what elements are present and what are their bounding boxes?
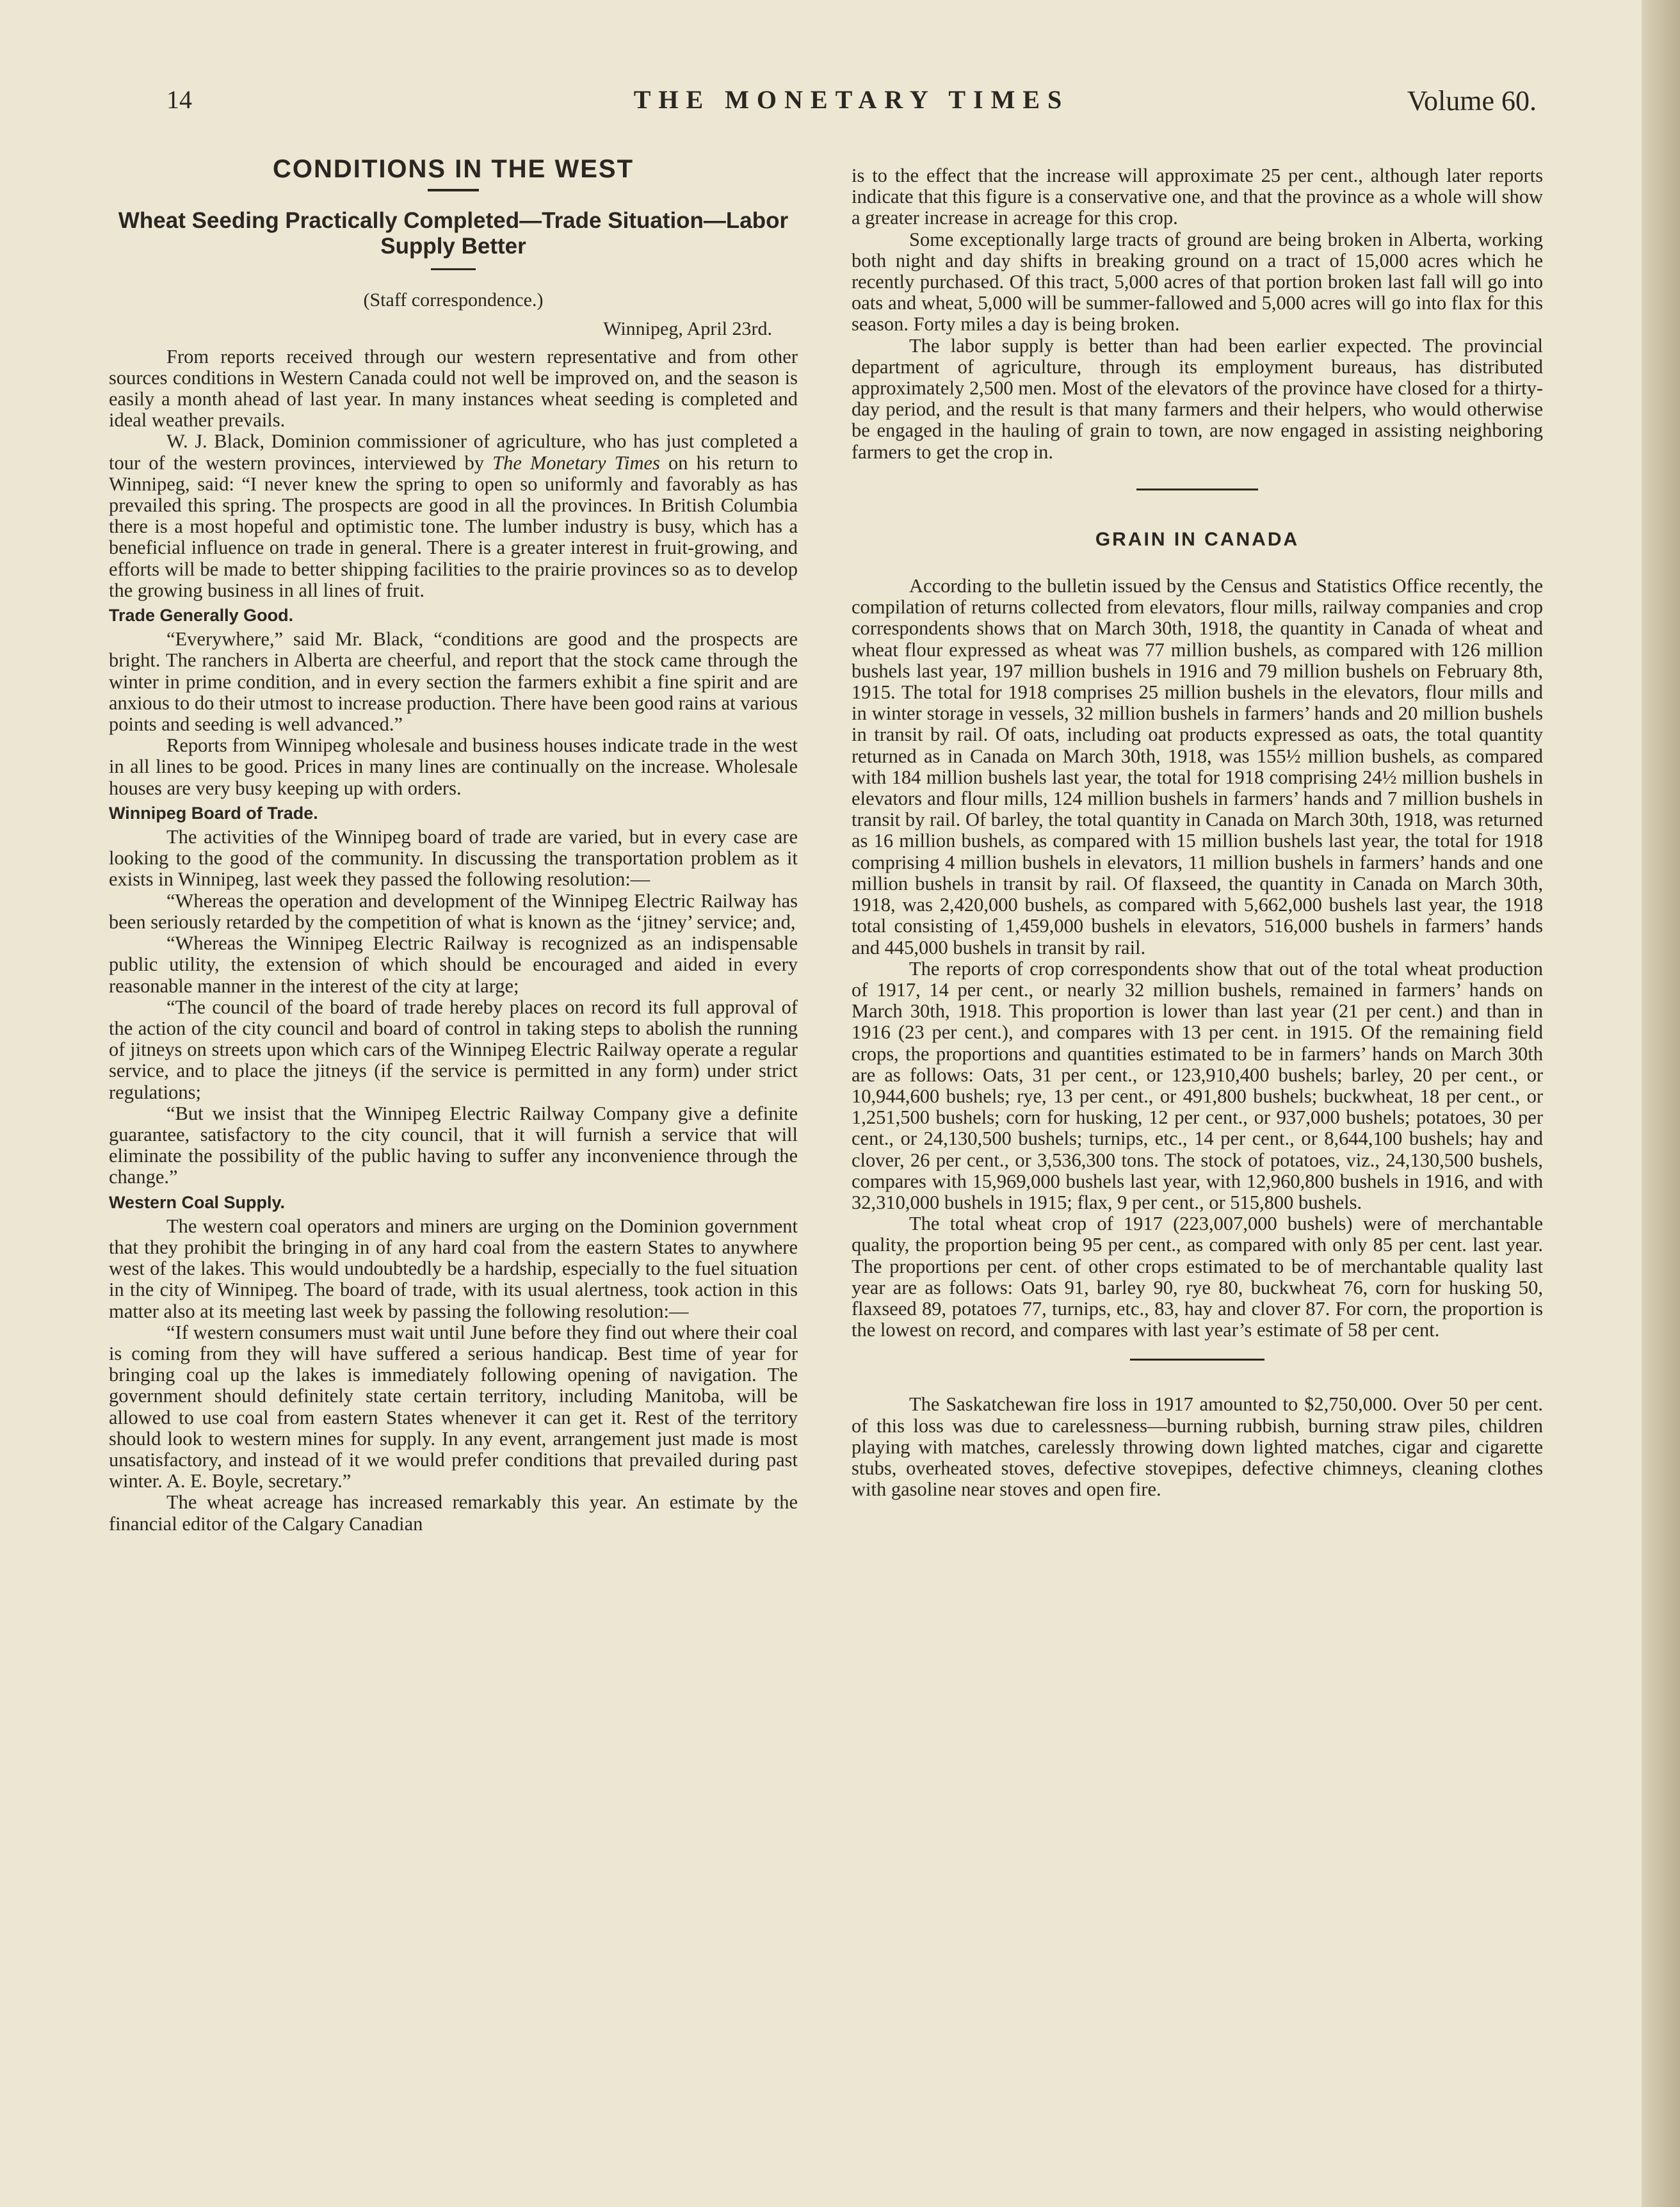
paragraph: “Everywhere,” said Mr. Black, “conditions are good and the prospects are bright. The ranchers in Alberta are cheerful, and report that the stock came through the winter in prime condition, and in every section the farmers exhibit a fine spirit and are anxious to do their utmost to increase production. There have been good rains at various points and seeding is well advanced.” [109,628,798,736]
paragraph: The reports of crop correspondents show that out of the total wheat production of 1917, 14 per cent., or nearly 32 million bushels, remained in farmers’ hands on March 30th, 1918. This proportion is lower than last year (21 per cent.) and than in 1916 (23 per cent.), and compares with 13 per cent. in 1915. Of the remaining field crops, the proportions and quantities estimated to be in farmers’ hands on March 30th are as follows: Oats, 31 per cent., or 123,910,400 bushels; barley, 20 per cent., or 10,944,600 bushels; rye, 13 per cent., or 491,800 bushels; buckwheat, 18 per cent., or 1,251,500 bushels; corn for husking, 12 per cent., or 937,000 bushels; potatoes, 30 per cent., or 24,130,500 bushels; turnips, etc., 14 per cent., or 8,644,100 bushels; hay and clover, 26 per cent., or 3,536,300 tons. The stock of potatoes, viz., 24,130,500 bushels, compares with 15,969,000 bushels last year, with 12,960,800 bushels in 1916, and with 32,310,000 bushels in 1915; flax, 9 per cent., or 515,800 bushels. [852,957,1543,1213]
resolution-clause: “But we insist that the Winnipeg Electric Railway Company give a definite guarantee, satisfactory to the city council, that it will furnish a service that will eliminate the possibility of the public having to suffer any inconvenience through the change.” [109,1102,798,1188]
paragraph: The total wheat crop of 1917 (223,007,000 bushels) were of merchantable quality, the proportion being 95 per cent., as compared with only 85 per cent. last year. The proportions per cent. of other crops estimated to be of merchantable quality last year are as follows: Oats 91, barley 90, rye 80, buckwheat 76, corn for husking 50, flaxseed 89, potatoes 77, turnips, etc., 83, hay and clover 87. For corn, the proportion is the lowest on record, and compares with last year’s estimate of 58 per cent. [852,1213,1543,1341]
subtitle-rule [431,268,476,270]
continued-paragraph: is to the effect that the increase will approximate 25 per cent., although later reports indicate that this figure is a conservative one, and that the province as a whole will show a greater increase in acreage for this crop. [852,165,1543,229]
dateline: Winnipeg, April 23rd. [603,318,772,340]
resolution-clause: “The council of the board of trade hereby places on record its full approval of the action of the city council and board of control in taking steps to abolish the running of jitneys on streets upon which cars of the Winnipeg Electric Railway operate a regular service, and to place the jitneys (if the service is permitted in any form) under strict regulations; [109,996,798,1103]
left-column [109,155,798,1535]
article-title: CONDITIONS IN THE WEST [273,155,634,183]
publication-name: The Monetary Times [492,451,660,474]
section-heading-board-of-trade: Winnipeg Board of Trade. [109,803,318,823]
right-column [852,165,1543,1500]
paragraph: Reports from Winnipeg wholesale and business houses indicate trade in the west in all lines to be good. Prices in many lines are continually on the increase. Wholesale houses are very busy keeping up with orders. [109,734,798,799]
black-quote-paragraph [109,431,798,601]
byline: (Staff correspondence.) [363,289,544,311]
fire-loss-paragraph: The Saskatchewan fire loss in 1917 amounted to $2,750,000. Over 50 per cent. of this loss was due to carelessness—burning rubbish, burning straw piles, children playing with matches, carelessly throwing down lighted matches, cigar and cigarette stubs, overheated stoves, defective stovepipes, defective chimneys, cleaning clothes with gasoline near stoves and open fire. [852,1393,1543,1501]
article-subtitle: Wheat Seeding Practically Completed—Trade Situation—Labor Supply Better [118,208,789,259]
paragraph: The western coal operators and miners are urging on the Dominion government that they prohibit the bringing in of any hard coal from the eastern States to anywhere west of the lakes. This would undoubtedly be a hardship, especially to the fuel situation in the city of Winnipeg. The board of trade, with its usual alertness, took action in this matter also at its meeting last week by passing the following resolution:— [109,1215,798,1322]
running-head [166,85,1537,123]
black-quote-part-1: W. J. Black, Dominion commissioner of agriculture, who has just completed a tour of the western provinces, interviewed by [109,430,798,474]
paragraph: The labor supply is better than had been earlier expected. The provincial department of agriculture, through its employment bureaus, has distributed approximately 2,500 men. Most of the elevators of the province have closed for a thirty-day period, and the result is that many farmers and their helpers, who would otherwise be engaged in the hauling of grain to town, are now engaged in assisting neighboring farmers to get the crop in. [852,334,1543,463]
paragraph: According to the bulletin issued by the Census and Statistics Office recently, the compilation of returns collected from elevators, flour mills, railway companies and crop correspondents shows that on March 30th, 1918, the quantity in Canada of wheat and wheat flour expressed as wheat was 77 million bushels, as compared with 126 million bushels last year, 197 million bushels in 1916 and 79 million bushels on February 8th, 1915. The total for 1918 comprises 25 million bushels in the elevators, flour mills and in winter storage in vessels, 32 million bushels in farmers’ hands and 20 million bushels in transit by rail. Of oats, including oat products expressed as oats, the total quantity returned as in Canada on March 30th, 1918, was 155½ million bushels, as compared with 184 million bushels last year, the total for 1918 comprising 24½ million bushels in elevators and flour mills, 124 million bushels in farmers’ hands and 7 million bushels in transit by rail. Of barley, the total quantity in Canada on March 30th, 1918, was returned as 16 million bushels, as compared with 15 million bushels last year, the total for 1918 comprising 4 million bushels in elevators, 11 million bushels in farmers’ hands and one million bushels in transit by rail. Of flaxseed, the quantity in Canada on March 30th, 1918, was 2,420,000 bushels, as compared with 5,662,000 bushels last year, the 1918 total consisting of 1,459,000 bushels in elevators, 516,000 bushels in farmers’ hands and 445,000 bushels in transit by rail. [852,575,1543,958]
page-binding-edge [1642,0,1680,2207]
paragraph: Some exceptionally large tracts of ground are being broken in Alberta, working both night and day shifts in breaking ground on a tract of 15,000 acres which he recently purchased. Of this tract, 5,000 acres of that portion broken last fall will go into oats and wheat, 5,000 will be summer-fallowed and 5,000 acres will go into flax for this season. Forty miles a day is being broken. [852,228,1543,335]
black-quote-part-2: on his return to Winnipeg, said: “I never knew the spring to open so uniformly and favorably as has prevailed this spring. The prospects are good in all the provinces. In British Columbia there is a most hopeful and optimistic tone. The lumber industry is busy, which has a beneficial influence on trade in general. There is a greater interest in fruit-growing, and efforts will be made to better shipping facilities to the prairie provinces so as to develop the growing business in all lines of fruit. [109,451,798,601]
section-divider [1130,1359,1264,1361]
page-number: 14 [166,85,192,114]
section-heading-trade: Trade Generally Good. [109,606,294,626]
paragraph: The activities of the Winnipeg board of trade are varied, but in every case are looking to the good of the community. In discussing the transportation problem as it exists in Winnipeg, last week they passed the following resolution:— [109,826,798,891]
volume-label: Volume 60. [1407,85,1537,117]
resolution-clause: “Whereas the operation and development of the Winnipeg Electric Railway has been seriously retarded by the competition of what is known as the ‘jitney’ service; and, [109,889,798,933]
resolution-clause: “Whereas the Winnipeg Electric Railway is recognized as an indispensable public utility, the extension of which should be encouraged and aided in every reasonable manner in the interest of the city at large; [109,932,798,997]
grain-article-title: GRAIN IN CANADA [1095,528,1300,550]
title-rule [428,189,479,191]
section-divider [1136,489,1258,490]
paragraph: The wheat acreage has increased remarkably this year. An estimate by the financial editor of the Calgary Canadian [109,1491,798,1535]
section-heading-coal: Western Coal Supply. [109,1192,286,1212]
resolution-clause: “If western consumers must wait until June before they find out where their coal is coming from they will have suffered a serious handicap. Best time of year for bringing coal up the lakes is immediately following opening of navigation. The government should definitely state certain territory, including Manitoba, will be allowed to use coal from eastern States whenever it can get it. Rest of the territory should look to western mines for supply. In any event, arrangement just made is most unsatisfactory, and instead of it we would prefer conditions that prevailed during past winter. A. E. Boyle, secretary.” [109,1321,798,1492]
intro-paragraph: From reports received through our western representative and from other sources conditions in Western Canada could not well be improved on, and the season is easily a month ahead of last year. In many instances wheat seeding is completed and ideal weather prevails. [109,345,798,432]
masthead: THE MONETARY TIMES [633,85,1070,114]
